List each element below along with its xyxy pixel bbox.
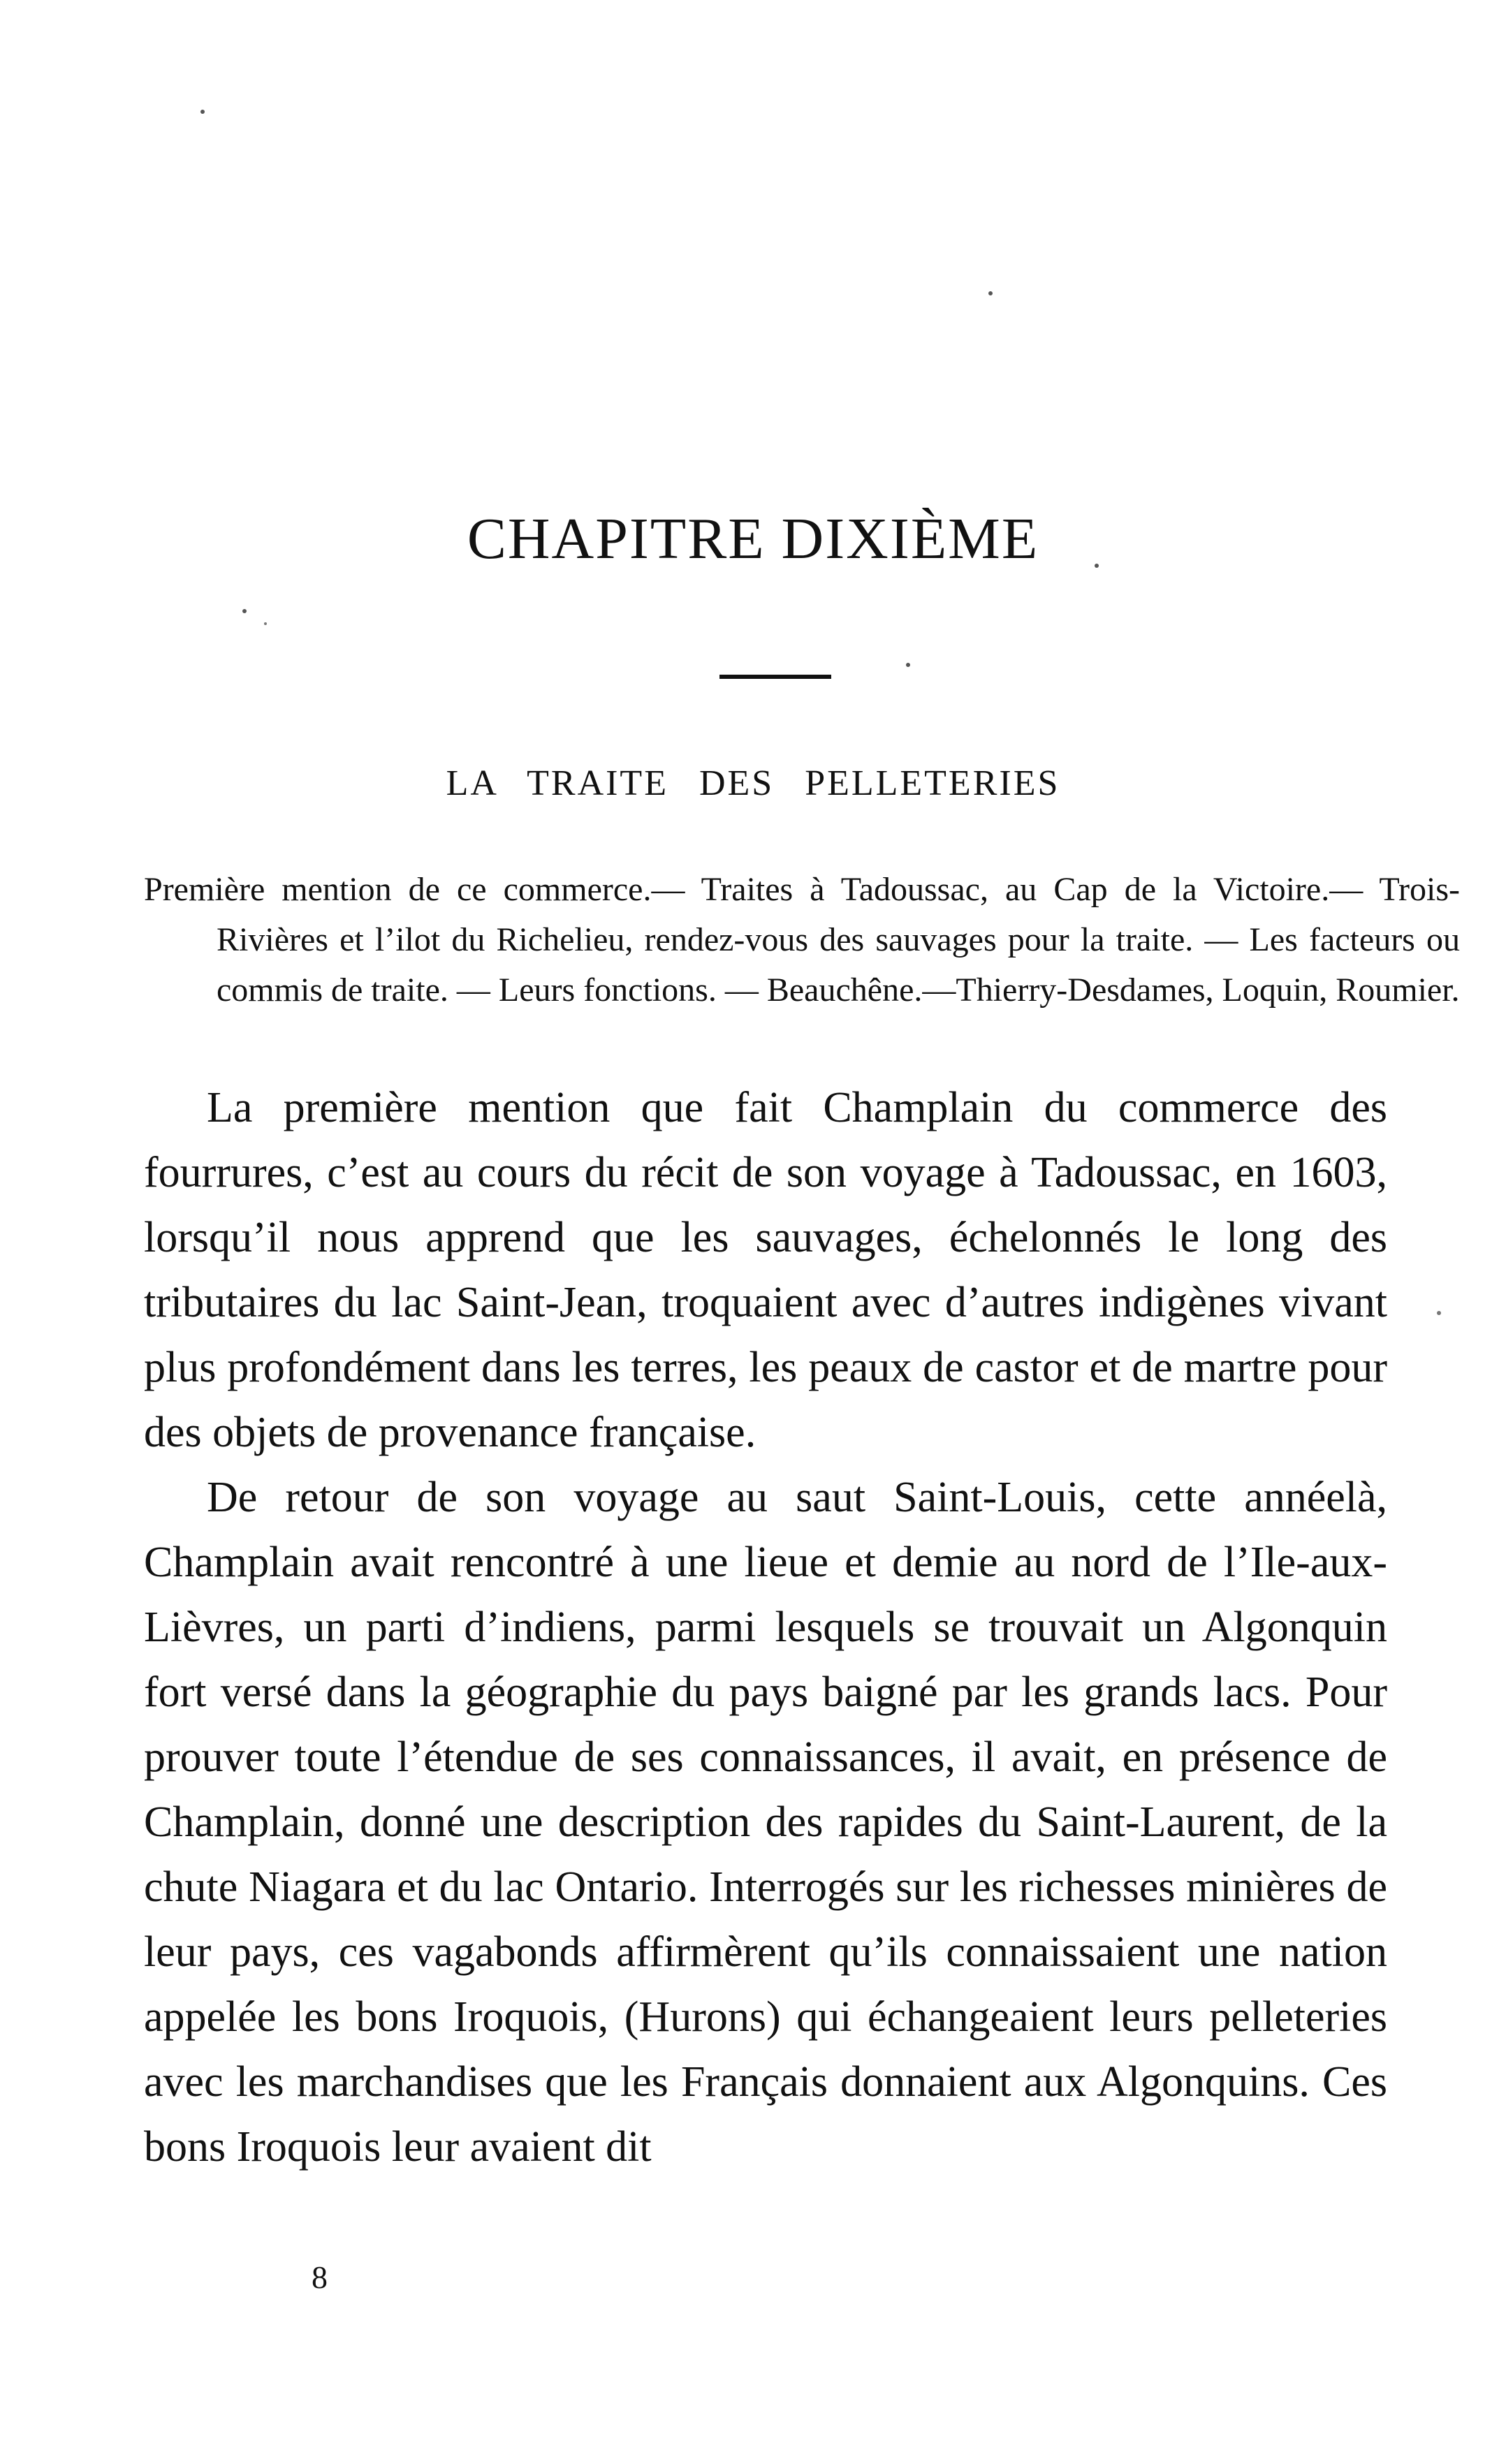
chapter-title: CHAPITRE DIXIÈME xyxy=(467,506,1039,571)
title-divider xyxy=(719,675,831,679)
paragraph: La première mention que fait Champlain du commerce des fourrures, c’est au cours du récit de son voyage à Tadoussac, en 1603, lorsqu’il nous apprend que les sauvages, échelonnés le long des tributaires du lac Saint-Jean, troquaient avec d’autres indigènes vivant plus profondément dans les terres, les peaux de castor et de martre pour des objets de provenance française. xyxy=(144,1084,1387,1456)
body-text xyxy=(144,1076,1387,2180)
paragraph: De retour de son voyage au saut Saint-Louis, cette annéelà, Champlain avait rencontré à une lieue et demie au nord de l’Ile-aux-Lièvres, un parti d’indiens, parmi lesquels se trouvait un Algonquin fort versé dans la géographie du pays baigné par les grands lacs. Pour prouver toute l’étendue de ses connaissances, il avait, en présence de Champlain, donné une description des rapides du Saint-Laurent, de la chute Niagara et du lac Ontario. Interrogés sur les richesses minières de leur pays, ces vagabonds affirmèrent qu’ils connaissaient une nation appelée les bons Iroquois, (Hurons) qui échangeaient leurs pelleteries avec les marchandises que les Français donnaient aux Algonquins. Ces bons Iroquois leur avaient dit xyxy=(144,1474,1387,2171)
chapter-subtitle: LA TRAITE DES PELLETERIES xyxy=(446,763,1060,803)
chapter-summary: Première mention de ce commerce.— Traites à Tadoussac, au Cap de la Victoire.— Trois-Rivières et l’ilot du Richelieu, rendez-vous des sauvages pour la traite. — Les facteurs ou commis de traite. — Leurs fonctions. — Beauchêne.—Thierry-Desdames, Loquin, Roumier. xyxy=(144,871,1460,1009)
page-signature: 8 xyxy=(312,2259,328,2295)
